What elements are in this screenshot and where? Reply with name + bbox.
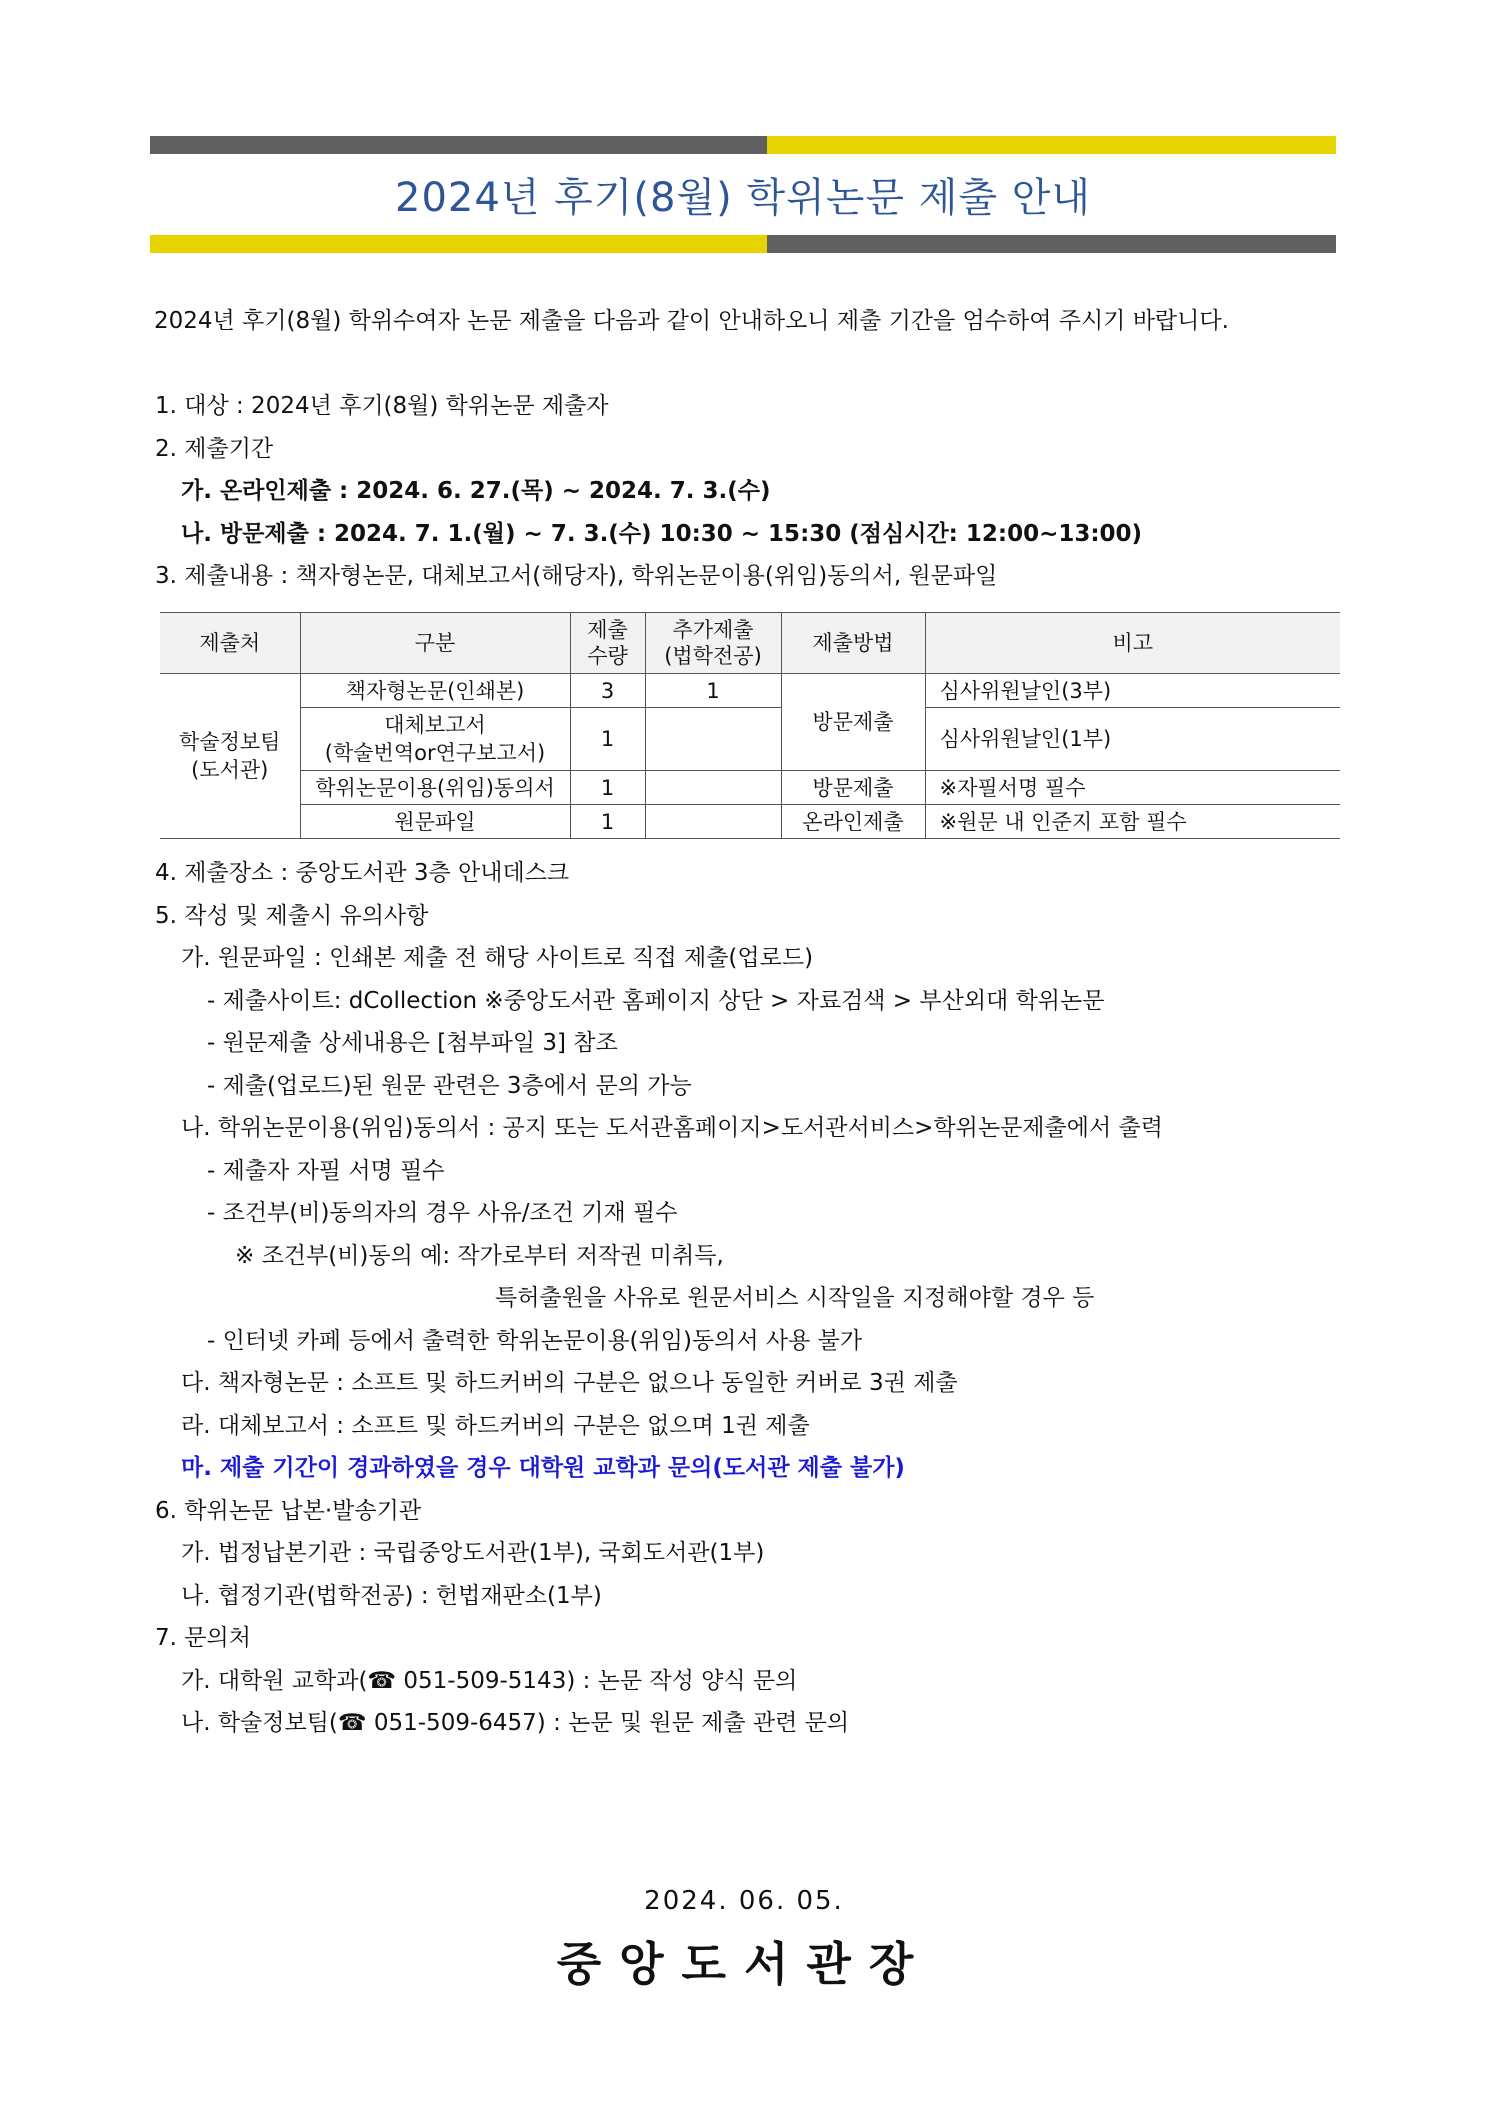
- top-bar-dark-segment: [150, 136, 767, 154]
- item-period: 2. 제출기간: [155, 435, 274, 462]
- item-deposit: 6. 학위논문 납본·발송기관: [155, 1497, 422, 1524]
- cell-qty: 1: [570, 708, 645, 771]
- cell-method: 방문제출: [781, 771, 925, 805]
- cell-note: 심사위원날인(3부): [925, 674, 1340, 708]
- section-list-top: [155, 385, 1355, 598]
- note-b-example-cont: 특허출원을 사유로 원문서비스 시작일을 지정해야할 경우 등: [495, 1285, 1095, 1311]
- title-top-bar: [150, 136, 1336, 154]
- document-date: 2024. 06. 05.: [644, 1886, 844, 1916]
- cell-method: 방문제출: [781, 674, 925, 771]
- cell-item: 원문파일: [300, 805, 570, 839]
- note-b-sign: - 제출자 자필 서명 필수: [207, 1157, 445, 1184]
- table-row: [160, 805, 1340, 839]
- title-bottom-bar: [150, 235, 1336, 253]
- item-target: 1. 대상 : 2024년 후기(8월) 학위논문 제출자: [155, 393, 609, 419]
- header-method: 제출방법: [781, 613, 925, 674]
- note-a: 가. 원문파일 : 인쇄본 제출 전 해당 사이트로 직접 제출(업로드): [181, 945, 814, 971]
- signature: 중앙도서관장: [556, 1937, 932, 1991]
- table-row: [160, 674, 1340, 708]
- item-notes: 5. 작성 및 제출시 유의사항: [155, 902, 429, 929]
- note-a-detail: - 원문제출 상세내용은 [첨부파일 3] 참조: [207, 1030, 618, 1056]
- contact-a: 가. 대학원 교학과(☎ 051-509-5143) : 논문 작성 양식 문의: [181, 1667, 798, 1694]
- cell-qty: 3: [570, 674, 645, 708]
- cell-submitter: 학술정보팀 (도서관): [160, 674, 300, 839]
- table-row: [160, 708, 1340, 771]
- item-period-online: 가. 온라인제출 : 2024. 6. 27.(목) ~ 2024. 7. 3.(수): [181, 478, 771, 504]
- header-note: 비고: [925, 613, 1340, 674]
- cell-item: 대체보고서 (학술번역or연구보고서): [300, 708, 570, 771]
- note-d: 라. 대체보고서 : 소프트 및 하드커버의 구분은 없으며 1권 제출: [181, 1412, 810, 1439]
- note-b: 나. 학위논문이용(위임)동의서 : 공지 또는 도서관홈페이지>도서관서비스>학위논문제출에서 출력: [181, 1115, 1163, 1141]
- section-list-bottom: [155, 852, 1355, 1745]
- note-c: 다. 책자형논문 : 소프트 및 하드커버의 구분은 없으나 동일한 커버로 3권 제출: [181, 1370, 958, 1396]
- contact-b: 나. 학술정보팀(☎ 051-509-6457) : 논문 및 원문 제출 관련 문의: [181, 1710, 850, 1736]
- cell-extra: [645, 805, 781, 839]
- table-header-row: [160, 613, 1340, 674]
- item-period-visit: 나. 방문제출 : 2024. 7. 1.(월) ~ 7. 3.(수) 10:30 ~ 15:30 (점심시간: 12:00~13:00): [181, 520, 1143, 547]
- note-a-site: - 제출사이트: dCollection ※중앙도서관 홈페이지 상단 > 자료검색 > 부산외대 학위논문: [207, 987, 1105, 1014]
- cell-extra: [645, 771, 781, 805]
- note-b-cafe: - 인터넷 카페 등에서 출력한 학위논문이용(위임)동의서 사용 불가: [207, 1327, 863, 1354]
- cell-extra: [645, 708, 781, 771]
- header-submitter: 제출처: [160, 613, 300, 674]
- deposit-b: 나. 협정기관(법학전공) : 헌법재판소(1부): [181, 1582, 602, 1609]
- bottom-bar-yellow-segment: [150, 235, 767, 253]
- item-place: 4. 제출장소 : 중앙도서관 3층 안내데스크: [155, 860, 570, 886]
- cell-note: 심사위원날인(1부): [925, 708, 1340, 771]
- cell-extra: 1: [645, 674, 781, 708]
- cell-qty: 1: [570, 805, 645, 839]
- cell-item: 책자형논문(인쇄본): [300, 674, 570, 708]
- deposit-a: 가. 법정납본기관 : 국립중앙도서관(1부), 국회도서관(1부): [181, 1540, 765, 1566]
- top-bar-yellow-segment: [767, 136, 1336, 154]
- intro-paragraph: 2024년 후기(8월) 학위수여자 논문 제출을 다음과 같이 안내하오니 제출 기간을 엄수하여 주시기 바랍니다.: [154, 308, 1229, 334]
- header-extra: 추가제출 (법학전공): [645, 613, 781, 674]
- cell-note: ※자필서명 필수: [925, 771, 1340, 805]
- bottom-bar-dark-segment: [767, 235, 1336, 253]
- note-b-condition: - 조건부(비)동의자의 경우 사유/조건 기재 필수: [207, 1200, 678, 1226]
- table-row: [160, 771, 1340, 805]
- cell-item: 학위논문이용(위임)동의서: [300, 771, 570, 805]
- item-contact: 7. 문의처: [155, 1625, 251, 1651]
- page-title: 2024년 후기(8월) 학위논문 제출 안내: [395, 175, 1091, 221]
- submission-table: [160, 612, 1340, 839]
- item-contents: 3. 제출내용 : 책자형논문, 대체보고서(해당자), 학위논문이용(위임)동의서, 원문파일: [155, 563, 998, 589]
- cell-note: ※원문 내 인준지 포함 필수: [925, 805, 1340, 839]
- note-a-inquiry: - 제출(업로드)된 원문 관련은 3층에서 문의 가능: [207, 1072, 692, 1099]
- note-e-highlight: 마. 제출 기간이 경과하였을 경우 대학원 교학과 문의(도서관 제출 불가): [181, 1455, 905, 1481]
- cell-method: 온라인제출: [781, 805, 925, 839]
- header-quantity: 제출 수량: [570, 613, 645, 674]
- header-category: 구분: [300, 613, 570, 674]
- note-b-example: ※ 조건부(비)동의 예: 작가로부터 저작권 미취득,: [235, 1242, 724, 1269]
- cell-qty: 1: [570, 771, 645, 805]
